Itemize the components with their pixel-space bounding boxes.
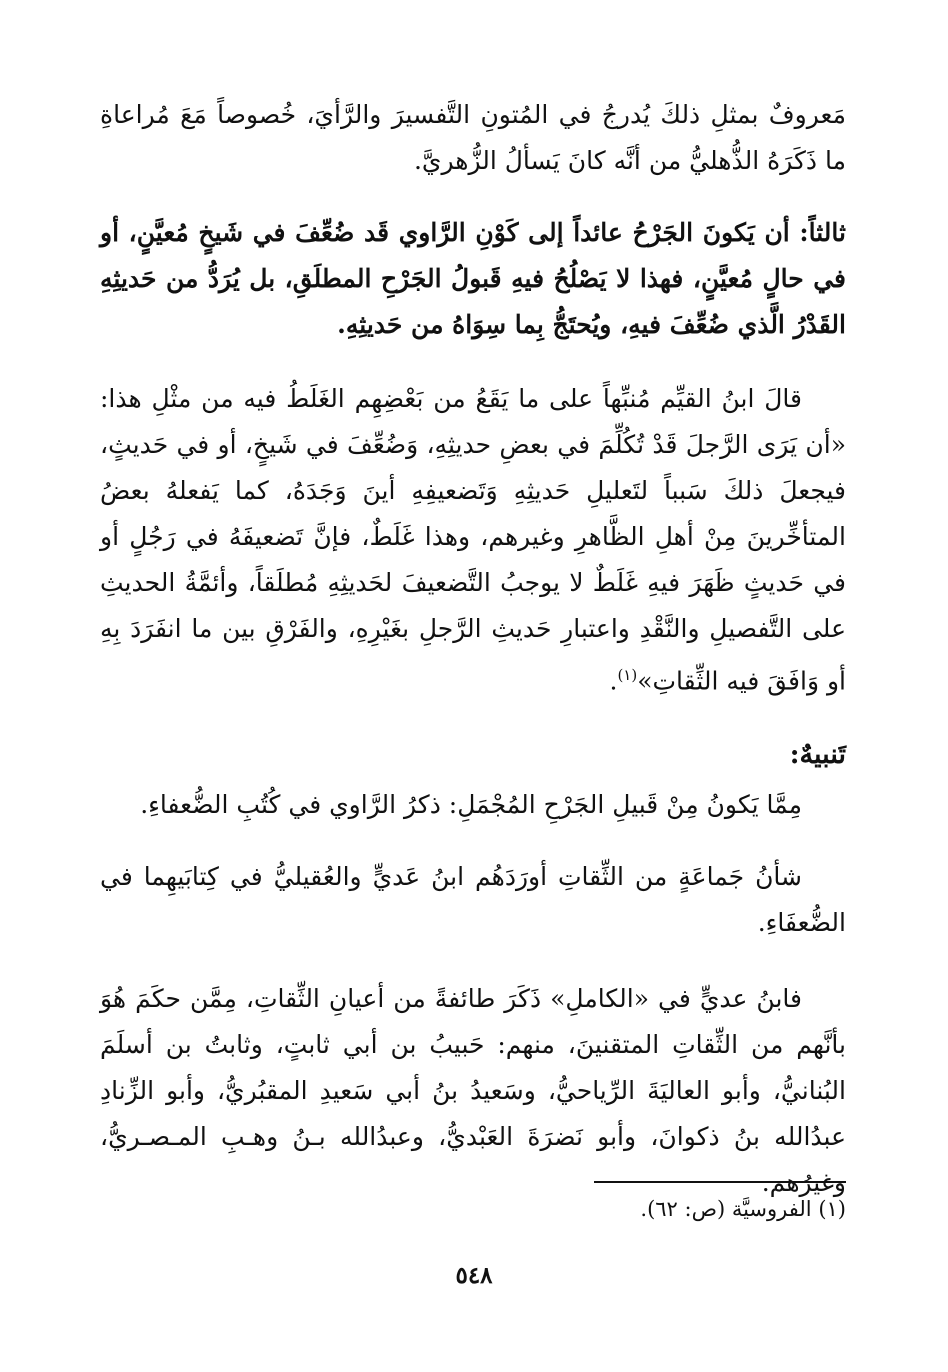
paragraph-third-point: ثالثاً: أن يَكونَ الجَرْحُ عائداً إلى كَوْنِ الرَّاوي قَد ضُعِّفَ في شَيخٍ مُعيَّنٍ، أو في حالٍ مُعيَّنٍ، فهذا لا يَصْلُحُ فيهِ قَبولُ الجَرْحِ المطلَقِ، بل يُرَدُّ من حَديثِهِ القَدْرُ الَّذي ضُعِّفَ فيهِ، ويُحتَجُّ بِما سِوَاهُ من حَديثِهِ. (100, 218, 846, 339)
quote-text: قالَ ابنُ القيِّم مُنبِّهاً على ما يَقَعُ من بَعْضِهِم الغَلَطُ فيه من مثْلِ هذا: «أن يَرَى الرَّجلَ قَدْ تُكُلِّمَ في بعضِ حديثِهِ، وَضُعِّفَ في شَيخٍ، أو في حَديثٍ، فيجعلَ ذلكَ سَبباً لتَعليلِ حَديثِهِ وَتَضعيفِهِ أينَ وَجَدَهُ، كما يَفعلهُ بعضُ المتأخِّرينَ مِنْ أهلِ الظَّاهرِ وغيرهم، وهذا غَلَطٌ، فإنَّ تَضعيفَهُ في رَجُلٍ أو في حَديثٍ ظَهَرَ فيهِ غَلَطٌ لا يوجبُ التَّضعيفَ لحَديثِهِ مُطلَقاً، وأئمَّةُ الحديثِ على التَّفصيلِ والنَّقْدِ واعتبارِ حَديثِ الرَّجلِ بغَيْرِهِ، والفَرْقِ بين ما انفَرَدَ بِهِ أو وَافَقَ فيه الثِّقاتِ» (100, 384, 846, 696)
paragraph-1: مَعروفٌ بمثلِ ذلكَ يُدرجُ في المُتونِ التَّفسيرَ والرَّأيَ، خُصوصاً مَعَ مُراعاةِ ما ذَكَرَهُ الذُّهليُّ من أنَّه كانَ يَسألُ الزُّهريَّ. (100, 100, 846, 175)
footnote-number: (١) (818, 1197, 846, 1221)
page-body (100, 92, 846, 1206)
footnote-text: الفروسيَّة (ص: ٦٢). (640, 1197, 812, 1221)
section-heading: تَنبيهٌ: (789, 739, 846, 771)
footnote-divider (594, 1181, 846, 1183)
paragraph-ibn-alqayyim-quote (100, 376, 846, 704)
quote-end: . (609, 666, 618, 696)
paragraph-6: فابنُ عديٍّ في «الكاملِ» ذَكَرَ طائفةً من أعيانِ الثِّقاتِ، مِمَّن حكَمَ هُوَ بأنَّهم من الثِّقاتِ المتقنينَ، منهم: حَبيبُ بن أبي ثابتٍ، وثابتُ بن أسلَمَ البُنانيُّ، وأبو العاليَةَ الرِّياحيُّ، وسَعيدُ بنُ أبي سَعيدِ المقبُريُّ، وأبو الزِّنادِ عبدُالله بنُ ذكوانَ، وأبو نَضرَةَ العَبْديُّ، وعبدُالله بـنُ وهـبِ المـصـريُّ، وغيرُهم. (100, 984, 846, 1198)
paragraph-5: شأنُ جَماعَةٍ من الثِّقاتِ أورَدَهُم ابنُ عَديٍّ والعُقيليُّ في كِتابَيهِما في الضُّعفَاءِ. (100, 862, 846, 938)
page-number: ٥٤٨ (455, 1262, 493, 1289)
footnote-reference: (١) (617, 666, 638, 684)
paragraph-4: مِمَّا يَكونُ مِنْ قَبيلِ الجَرْحِ المُجْمَلِ: ذكرُ الرَّاوي في كُتُبِ الضُّعفاءِ. (140, 790, 802, 820)
footnote (346, 1192, 846, 1226)
